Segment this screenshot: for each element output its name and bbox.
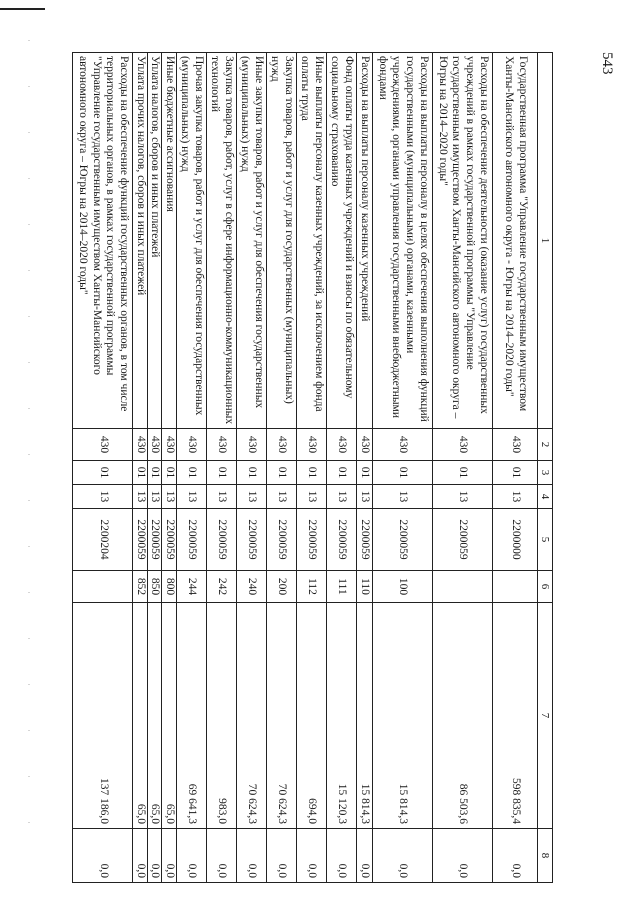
table-row bbox=[297, 53, 327, 883]
cell-amount-extra: 0,0 bbox=[162, 829, 177, 883]
row-description: Расходы на выплаты персоналу казенных учреждений bbox=[357, 53, 373, 429]
cell-amount: 15 120,3 bbox=[327, 603, 357, 829]
cell-amount: 694,0 bbox=[297, 603, 327, 829]
cell-target-article: 2200059 bbox=[327, 509, 357, 571]
cell-section: 01 bbox=[267, 461, 297, 485]
cell-subsection: 13 bbox=[433, 485, 493, 509]
cell-ministry-code: 430 bbox=[162, 429, 177, 461]
rotated-table-container bbox=[77, 52, 553, 882]
top-rule bbox=[0, 8, 45, 10]
column-header: 7 bbox=[538, 603, 553, 829]
cell-subsection: 13 bbox=[297, 485, 327, 509]
cell-expense-type: 100 bbox=[373, 571, 433, 603]
cell-amount: 70 624,3 bbox=[237, 603, 267, 829]
cell-amount-extra: 0,0 bbox=[177, 829, 207, 883]
cell-amount: 15 814,3 bbox=[373, 603, 433, 829]
cell-target-article: 2200059 bbox=[237, 509, 267, 571]
cell-amount-extra: 0,0 bbox=[493, 829, 538, 883]
cell-expense-type: 240 bbox=[237, 571, 267, 603]
cell-subsection: 13 bbox=[357, 485, 373, 509]
cell-target-article: 2200059 bbox=[433, 509, 493, 571]
row-description: Иные выплаты персоналу казенных учреждений, за исключением фонда оплаты труда bbox=[297, 53, 327, 429]
cell-section: 01 bbox=[177, 461, 207, 485]
cell-subsection: 13 bbox=[162, 485, 177, 509]
cell-expense-type: 112 bbox=[297, 571, 327, 603]
cell-section: 01 bbox=[373, 461, 433, 485]
cell-expense-type: 852 bbox=[133, 571, 148, 603]
cell-section: 01 bbox=[73, 461, 133, 485]
cell-amount-extra: 0,0 bbox=[357, 829, 373, 883]
cell-amount: 65,0 bbox=[147, 603, 162, 829]
cell-ministry-code: 430 bbox=[177, 429, 207, 461]
column-header: 5 bbox=[538, 509, 553, 571]
cell-ministry-code: 430 bbox=[147, 429, 162, 461]
cell-amount-extra: 0,0 bbox=[237, 829, 267, 883]
cell-subsection: 13 bbox=[373, 485, 433, 509]
table-row bbox=[493, 53, 538, 883]
table-row bbox=[162, 53, 177, 883]
cell-target-article: 2200059 bbox=[373, 509, 433, 571]
cell-amount: 65,0 bbox=[162, 603, 177, 829]
cell-subsection: 13 bbox=[327, 485, 357, 509]
cell-amount-extra: 0,0 bbox=[327, 829, 357, 883]
table-row bbox=[177, 53, 207, 883]
column-header: 1 bbox=[538, 53, 553, 429]
cell-amount: 86 503,6 bbox=[433, 603, 493, 829]
cell-amount-extra: 0,0 bbox=[207, 829, 237, 883]
cell-ministry-code: 430 bbox=[493, 429, 538, 461]
row-description: Фонд оплаты труда казенных учреждений и взносы по обязательному социальному страхованию bbox=[327, 53, 357, 429]
cell-section: 01 bbox=[133, 461, 148, 485]
cell-ministry-code: 430 bbox=[327, 429, 357, 461]
cell-ministry-code: 430 bbox=[373, 429, 433, 461]
cell-subsection: 13 bbox=[267, 485, 297, 509]
cell-subsection: 13 bbox=[237, 485, 267, 509]
table-row bbox=[147, 53, 162, 883]
cell-ministry-code: 430 bbox=[133, 429, 148, 461]
table-row bbox=[133, 53, 148, 883]
cell-expense-type bbox=[73, 571, 133, 603]
cell-amount-extra: 0,0 bbox=[147, 829, 162, 883]
cell-ministry-code: 430 bbox=[207, 429, 237, 461]
cell-subsection: 13 bbox=[147, 485, 162, 509]
cell-expense-type: 111 bbox=[327, 571, 357, 603]
row-description: Прочая закупка товаров, работ и услуг для обеспечения государственных (муниципальных) нужд bbox=[177, 53, 207, 429]
table-row bbox=[433, 53, 493, 883]
row-description: Расходы на выплаты персоналу в целях обеспечения выполнения функций государственными (муниципальными) органами, казенными учреждениями, органами управления государственными внебюджетными фондами bbox=[373, 53, 433, 429]
cell-target-article: 2200204 bbox=[73, 509, 133, 571]
row-description: Закупка товаров, работ и услуг для государственных (муниципальных) нужд bbox=[267, 53, 297, 429]
cell-section: 01 bbox=[493, 461, 538, 485]
cell-target-article: 2200059 bbox=[207, 509, 237, 571]
cell-subsection: 13 bbox=[493, 485, 538, 509]
cell-amount: 598 835,4 bbox=[493, 603, 538, 829]
cell-amount: 137 186,0 bbox=[73, 603, 133, 829]
table-row bbox=[207, 53, 237, 883]
cell-subsection: 13 bbox=[207, 485, 237, 509]
cell-target-article: 2200059 bbox=[297, 509, 327, 571]
cell-ministry-code: 430 bbox=[73, 429, 133, 461]
cell-subsection: 13 bbox=[73, 485, 133, 509]
scan-margin-marks bbox=[28, 40, 30, 860]
cell-amount-extra: 0,0 bbox=[267, 829, 297, 883]
row-description: Расходы на обеспечение функций государственных органов, в том числе территориальных органов, в рамках государственной программы "Управление государственным имуществом Ханты-Мансийского автономного округа – Югры на 2014–2020 годы" bbox=[73, 53, 133, 429]
cell-section: 01 bbox=[147, 461, 162, 485]
table-row bbox=[73, 53, 133, 883]
cell-amount: 983,0 bbox=[207, 603, 237, 829]
row-description: Расходы на обеспечение деятельности (оказание услуг) государственных учреждений в рамках государственной программы "Управление государственным имуществом Ханты-Мансийского автономного округа – Югры на 2014–2020 годы" bbox=[433, 53, 493, 429]
row-description: Иные бюджетные ассигнования bbox=[162, 53, 177, 429]
cell-expense-type: 800 bbox=[162, 571, 177, 603]
header-row bbox=[538, 53, 553, 883]
cell-target-article: 2200059 bbox=[177, 509, 207, 571]
cell-expense-type: 242 bbox=[207, 571, 237, 603]
table-row bbox=[357, 53, 373, 883]
cell-ministry-code: 430 bbox=[237, 429, 267, 461]
cell-expense-type: 244 bbox=[177, 571, 207, 603]
cell-target-article: 2200059 bbox=[133, 509, 148, 571]
cell-amount-extra: 0,0 bbox=[297, 829, 327, 883]
cell-target-article: 2200059 bbox=[147, 509, 162, 571]
row-description: Закупка товаров, работ, услуг в сфере информационно-коммуникационных технологий bbox=[207, 53, 237, 429]
cell-target-article: 2200000 bbox=[493, 509, 538, 571]
cell-target-article: 2200059 bbox=[267, 509, 297, 571]
row-description: Государственная программа "Управление государственным имуществом Ханты-Мансийского автономного округа - Югры на 2014–2020 годы" bbox=[493, 53, 538, 429]
cell-ministry-code: 430 bbox=[297, 429, 327, 461]
cell-amount-extra: 0,0 bbox=[433, 829, 493, 883]
cell-target-article: 2200059 bbox=[357, 509, 373, 571]
cell-section: 01 bbox=[207, 461, 237, 485]
row-description: Уплата прочих налогов, сборов и иных платежей bbox=[133, 53, 148, 429]
cell-amount: 65,0 bbox=[133, 603, 148, 829]
cell-section: 01 bbox=[433, 461, 493, 485]
cell-ministry-code: 430 bbox=[433, 429, 493, 461]
column-header: 4 bbox=[538, 485, 553, 509]
row-description: Уплата налогов, сборов и иных платежей bbox=[147, 53, 162, 429]
table-row bbox=[237, 53, 267, 883]
cell-section: 01 bbox=[357, 461, 373, 485]
budget-table bbox=[72, 52, 553, 883]
cell-ministry-code: 430 bbox=[357, 429, 373, 461]
cell-section: 01 bbox=[162, 461, 177, 485]
cell-ministry-code: 430 bbox=[267, 429, 297, 461]
column-header: 2 bbox=[538, 429, 553, 461]
cell-section: 01 bbox=[297, 461, 327, 485]
page-number: 543 bbox=[599, 52, 615, 75]
table-row bbox=[267, 53, 297, 883]
row-description: Иные закупки товаров, работ и услуг для обеспечения государственных (муниципальных) нужд bbox=[237, 53, 267, 429]
table-row bbox=[373, 53, 433, 883]
cell-expense-type bbox=[493, 571, 538, 603]
cell-amount-extra: 0,0 bbox=[133, 829, 148, 883]
cell-expense-type: 850 bbox=[147, 571, 162, 603]
table-row bbox=[327, 53, 357, 883]
cell-amount: 15 814,3 bbox=[357, 603, 373, 829]
cell-expense-type: 200 bbox=[267, 571, 297, 603]
cell-amount: 69 641,3 bbox=[177, 603, 207, 829]
cell-target-article: 2200059 bbox=[162, 509, 177, 571]
cell-expense-type: 110 bbox=[357, 571, 373, 603]
column-header: 8 bbox=[538, 829, 553, 883]
cell-section: 01 bbox=[327, 461, 357, 485]
cell-subsection: 13 bbox=[133, 485, 148, 509]
cell-amount: 70 624,3 bbox=[267, 603, 297, 829]
column-header: 3 bbox=[538, 461, 553, 485]
cell-subsection: 13 bbox=[177, 485, 207, 509]
column-header: 6 bbox=[538, 571, 553, 603]
cell-amount-extra: 0,0 bbox=[73, 829, 133, 883]
cell-expense-type bbox=[433, 571, 493, 603]
cell-section: 01 bbox=[237, 461, 267, 485]
cell-amount-extra: 0,0 bbox=[373, 829, 433, 883]
